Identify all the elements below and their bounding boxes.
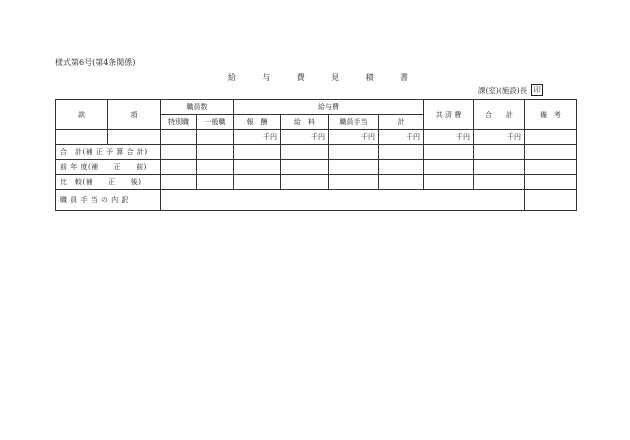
row-previous [56,160,577,175]
form-number: 様式第6号(第4条関係) [55,58,136,67]
col-general: 一般職 [197,115,234,130]
input-cell[interactable] [161,130,197,145]
col-remuneration: 報 酬 [234,115,281,130]
row-compare [56,175,577,190]
input-cell[interactable] [281,145,329,160]
input-cell[interactable] [525,130,577,145]
input-cell[interactable] [525,175,577,190]
input-cell[interactable] [379,145,424,160]
input-cell[interactable] [161,145,197,160]
col-kan: 款 [56,100,108,130]
input-cell[interactable] [525,160,577,175]
group-salary: 給与費 [234,100,424,115]
col-salary-total: 計 [379,115,424,130]
input-cell[interactable] [474,145,525,160]
title-char: 給 [228,73,236,82]
unit-label: 千円 [234,130,281,145]
col-pay: 給 料 [281,115,329,130]
input-cell[interactable] [234,145,281,160]
title-char: 費 [296,73,305,82]
unit-label: 千円 [329,130,379,145]
budget-table [55,99,577,211]
title-char: 積 [365,73,374,82]
input-cell[interactable] [197,130,234,145]
unit-label: 千円 [424,130,474,145]
col-allowance: 職員手当 [329,115,379,130]
row-label-total: 合 計(補 正 予 算 合 計) [56,145,161,160]
input-cell[interactable] [197,160,234,175]
col-special: 特別職 [161,115,197,130]
input-cell[interactable] [197,145,234,160]
input-cell[interactable] [108,130,161,145]
approver-label: 課(室)(施設)長 [478,85,528,95]
input-cell[interactable] [525,190,577,211]
input-cell[interactable] [424,145,474,160]
header-row-1 [56,100,577,115]
input-cell[interactable] [525,145,577,160]
group-staff-count: 職員数 [161,100,234,115]
input-cell[interactable] [234,175,281,190]
unit-label: 千円 [474,130,525,145]
title-char: 与 [262,73,271,82]
title-char: 見 [331,73,340,82]
input-cell[interactable] [281,175,329,190]
input-cell[interactable] [197,175,234,190]
seal-box[interactable]: 印 [531,84,543,96]
input-cell[interactable] [329,175,379,190]
title-char: 書 [399,73,408,82]
input-cell[interactable] [234,160,281,175]
input-cell[interactable] [161,160,197,175]
input-cell[interactable] [379,175,424,190]
row-total [56,145,577,160]
input-cell[interactable] [474,175,525,190]
approver-line [478,84,543,96]
input-cell[interactable] [474,160,525,175]
input-cell[interactable] [379,160,424,175]
row-breakdown [56,190,577,211]
row-label-compare: 比 較(補 正 後) [56,175,161,190]
input-cell[interactable] [329,160,379,175]
col-mutual-aid: 共 済 費 [424,100,474,130]
input-cell[interactable] [424,160,474,175]
col-kou: 項 [108,100,161,130]
col-remarks: 備 考 [525,100,577,130]
document-title [228,72,408,83]
unit-label: 千円 [281,130,329,145]
col-total: 合 計 [474,100,525,130]
unit-label: 千円 [379,130,424,145]
input-cell[interactable] [329,145,379,160]
row-label-breakdown: 職 員 手 当 の 内 訳 [56,190,161,211]
row-label-previous: 前 年 度(補 正 前) [56,160,161,175]
unit-row [56,130,577,145]
input-cell[interactable] [281,160,329,175]
input-cell[interactable] [161,175,197,190]
breakdown-input[interactable] [161,190,525,211]
input-cell[interactable] [424,175,474,190]
input-cell[interactable] [56,130,108,145]
